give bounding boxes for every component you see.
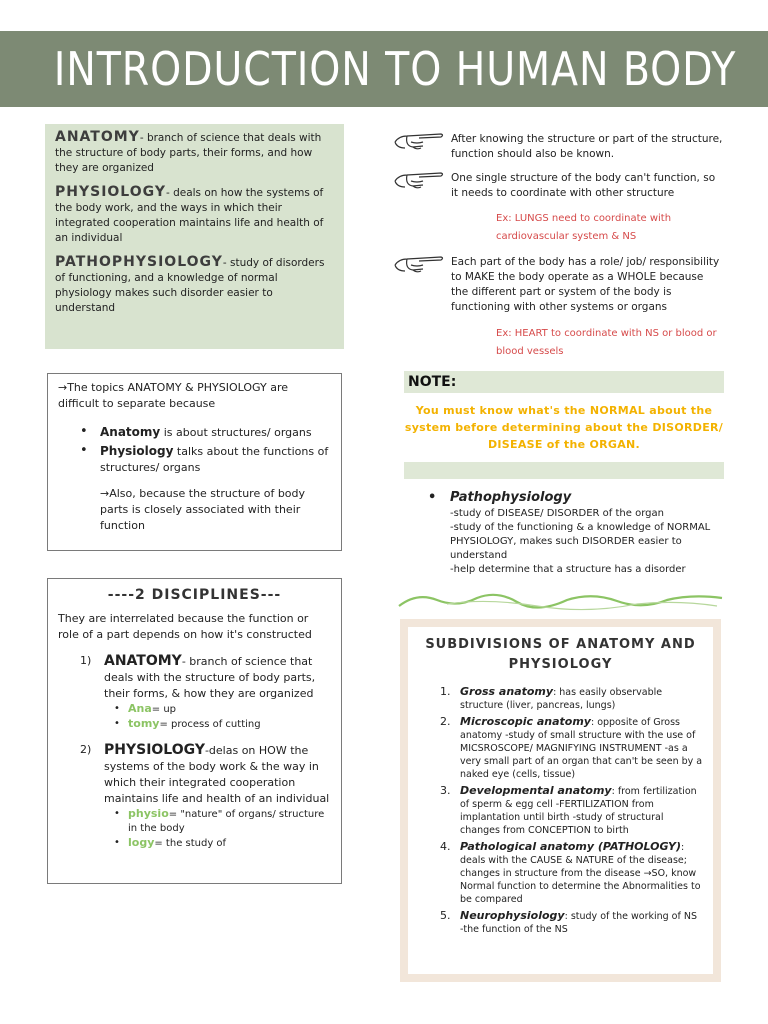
pathophysiology-term: • Pathophysiology [428, 489, 728, 507]
discipline-term: PHYSIOLOGY [104, 742, 205, 758]
subdivision-term: Neurophysiology [460, 909, 565, 922]
word-meaning: = the study of [154, 838, 227, 849]
subdivisions-list [418, 685, 703, 936]
right-note-1 [393, 132, 723, 162]
list-item [418, 784, 703, 837]
subdivision-text: : deals with the CAUSE & NATURE of the disease; changes in structure from the disease →SO, know Normal function to determine the Abnormalities to be compared [460, 842, 701, 905]
note-header [404, 371, 724, 393]
word-part: Ana [128, 702, 152, 715]
discipline-text: - branch of science that deals with the structure of body parts, their forms, & how they are organized [104, 655, 316, 700]
example-lungs: Ex: LUNGS need to coordinate with cardiovascular system & NS [496, 213, 672, 242]
subdivision-text: : opposite of Gross anatomy -study of small structure with the use of MICSROSCOPE/ MAGNIFYING INSTRUMENT -as a very small part of an organ that can't be seen by a naked eye (cells, tissue) [460, 717, 703, 780]
discipline-text: -delas on HOW the systems of the body work & the way in which their integrated cooperation maintains life and health of an individual [104, 744, 330, 805]
note-text: You must know what's the NORMAL about the system before determining about the DISORDER/ DISEASE of the ORGAN. [404, 404, 724, 451]
list-item [80, 424, 331, 441]
subdivisions-title: SUBDIVISIONS OF ANATOMY AND PHYSIOLOGY [425, 637, 696, 672]
list-item [418, 715, 703, 781]
list-item [418, 685, 703, 712]
list-item: -help determine that a structure has a disorder [450, 564, 686, 575]
topic-text: is about structures/ organs [160, 426, 312, 439]
word-parts [104, 807, 331, 851]
disciplines-title: ----2 DISCIPLINES--- [107, 587, 282, 603]
subdivision-term: Developmental anatomy [460, 784, 612, 797]
topics-box [47, 373, 342, 551]
topic-term: Anatomy [100, 425, 161, 439]
pathophysiology-section [428, 489, 728, 577]
note-text: One single structure of the body can't function, so it needs to coordinate with other structure [451, 172, 716, 199]
definition-anatomy [55, 130, 334, 176]
title-banner [0, 31, 768, 107]
word-part: physio [128, 807, 169, 820]
definition-physiology [55, 185, 334, 246]
definition-text: - branch of science that deals with the structure of body parts, their forms, and how they are organized [55, 132, 322, 174]
disciplines-list [58, 653, 331, 851]
list-item [418, 840, 703, 906]
right-note-3 [393, 255, 723, 315]
list-item [80, 443, 331, 476]
list-item: -study of DISEASE/ DISORDER of the organ [450, 508, 664, 519]
definition-text: - deals on how the systems of the body work, and the ways in which their integrated cooperation maintains life and health of an individual [55, 187, 324, 244]
topic-term: Physiology [100, 444, 174, 458]
item-number: 4. [440, 840, 451, 853]
definition-term: ANATOMY [55, 129, 140, 145]
item-number: 1) [80, 654, 92, 667]
definition-text: - study of disorders of functioning, and a knowledge of normal physiology makes such disorder easier to understand [55, 257, 325, 314]
item-number: 2) [80, 743, 92, 756]
word-part: tomy [128, 717, 160, 730]
definition-term: PATHOPHYSIOLOGY [55, 254, 223, 270]
subdivision-term: Pathological anatomy (PATHOLOGY) [460, 840, 682, 853]
subdivisions-box [400, 619, 721, 982]
disciplines-box [47, 578, 342, 884]
definitions-box [45, 124, 344, 349]
list-item [114, 702, 331, 717]
subdivision-term: Gross anatomy [460, 685, 554, 698]
example-heart: Ex: HEART to coordinate with NS or blood or blood vessels [496, 328, 717, 357]
topics-also: →Also, because the structure of body parts is closely associated with their function [100, 487, 306, 532]
page-title: INTRODUCTION TO HUMAN BODY [53, 42, 737, 96]
pointing-hand-icon [393, 167, 445, 191]
list-item [114, 836, 331, 851]
word-parts [104, 702, 331, 732]
pointing-hand-icon [393, 128, 445, 152]
list-item: -study of the functioning & a knowledge of NORMAL PHYSIOLOGY, makes such DISORDER easier to understand [450, 522, 711, 561]
item-number: 5. [440, 909, 451, 922]
topic-text: talks about the functions of structures/ organs [100, 445, 329, 474]
note-text: Each part of the body has a role/ job/ responsibility to MAKE the body operate as a WHOLE because the different part or system of the body is functioning with other systems or organs [451, 256, 720, 313]
note-label: NOTE: [408, 374, 457, 390]
note-footer-bar [404, 462, 724, 479]
item-number: 2. [440, 715, 451, 728]
subdivision-term: Microscopic anatomy [460, 715, 591, 728]
list-item [418, 909, 703, 936]
pathophysiology-lines [428, 507, 728, 577]
topics-list [58, 424, 331, 476]
discipline-term: ANATOMY [104, 653, 182, 669]
disciplines-intro: They are interrelated because the function or role of a part depends on how it's constructed [58, 612, 312, 641]
topics-intro: →The topics ANATOMY & PHYSIOLOGY are difficult to separate because [58, 381, 288, 410]
subdivision-text: : has easily observable structure (liver, pancreas, lungs) [460, 687, 663, 711]
right-note-2 [393, 171, 723, 201]
pointing-hand-icon [393, 251, 445, 275]
definition-term: PHYSIOLOGY [55, 184, 166, 200]
subdivision-text: : study of the working of NS -the function of the NS [460, 911, 697, 935]
item-number: 1. [440, 685, 451, 698]
definition-pathophysiology [55, 255, 334, 316]
squiggle-divider-icon [397, 588, 727, 612]
word-meaning: = process of cutting [159, 719, 261, 730]
subdivision-text: : from fertilization of sperm & egg cell -FERTILIZATION from implantation until birth -study of structural changes from CONCEPTION to birth [460, 786, 697, 836]
word-part: logy [128, 836, 155, 849]
word-meaning: = "nature" of organs/ structure in the body [128, 809, 325, 834]
item-number: 3. [440, 784, 451, 797]
note-text: After knowing the structure or part of the structure, function should also be known. [451, 133, 723, 160]
list-item [114, 807, 331, 836]
word-meaning: = up [151, 704, 177, 715]
list-item [114, 717, 331, 732]
list-item [58, 742, 331, 851]
list-item [58, 653, 331, 732]
